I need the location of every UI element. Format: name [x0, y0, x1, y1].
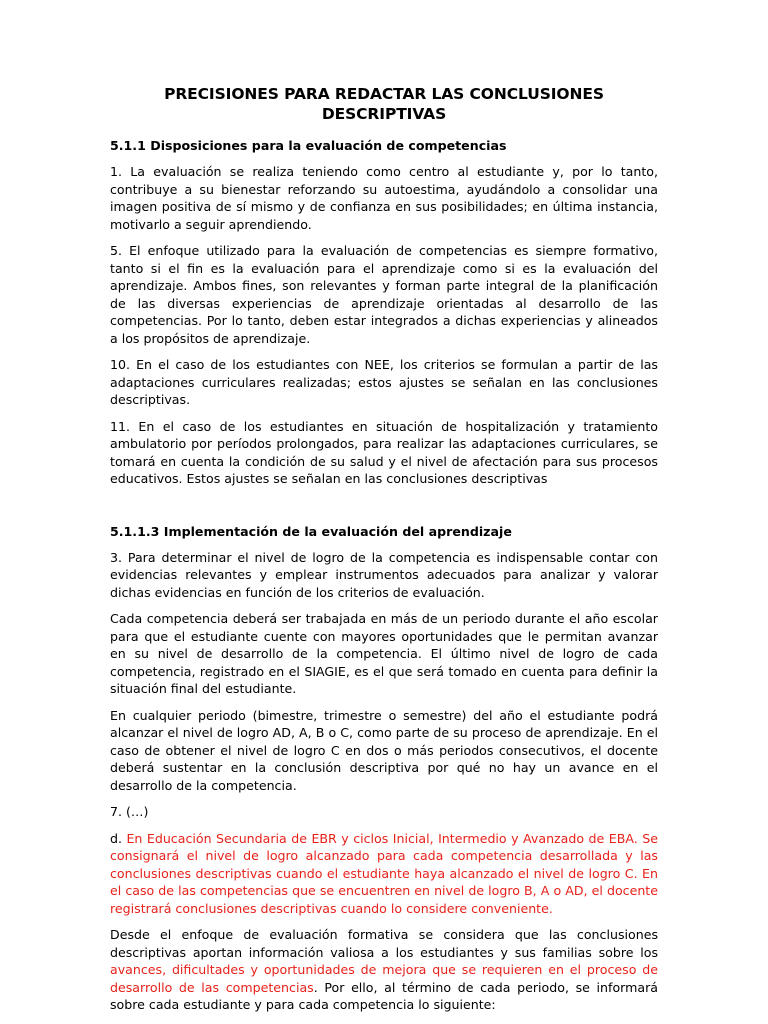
section-heading-disposiciones: 5.1.1 Disposiciones para la evaluación de competencias: [110, 138, 507, 153]
paragraph-enfoque-text-end: . Por ello, al término de cada periodo, se informará sobre cada estudiante y para cada competencia lo siguiente:: [110, 979, 659, 1012]
paragraph-3: 3. Para determinar el nivel de logro de la competencia es indispensable contar con evidencias relevantes y emplear instrumentos adecuados para analizar y valorar dichas evidencias en función de los criterios de evaluación.: [110, 549, 658, 600]
paragraph-11: 11. En el caso de los estudiantes en situación de hospitalización y tratamiento ambulatorio por períodos prolongados, para realizar las adaptaciones curriculares, se tomará en cuenta la condición de su salud y el nivel de afectación para sus procesos educativos. Estos ajustes se señalan en las conclusiones descriptivas: [110, 418, 658, 486]
paragraph-enfoque-formativo: [110, 926, 658, 1014]
paragraph-cualquier-periodo: En cualquier periodo (bimestre, trimestre o semestre) del año el estudiante podrá alcanzar el nivel de logro AD, A, B o C, como parte de su proceso de aprendizaje. En el caso de obtener el nivel de logro C en dos o más periodos consecutivos, el docente deberá sustentar en la conclusión descriptiva por qué no hay un avance en el desarrollo de la competencia.: [110, 707, 658, 793]
section-heading-implementacion: 5.1.1.3 Implementación de la evaluación del aprendizaje: [110, 523, 512, 539]
paragraph-d-prefix: d.: [110, 830, 127, 846]
section-spacer: [110, 497, 658, 523]
document-title: PRECISIONES PARA REDACTAR LAS CONCLUSIONES DESCRIPTIVAS: [164, 85, 604, 123]
paragraph-7: 7. (…): [110, 804, 149, 819]
document-page: [110, 84, 658, 1023]
paragraph-10: 10. En el caso de los estudiantes con NEE, los criterios se formulan a partir de las adaptaciones curriculares realizadas; estos ajustes se señalan en las conclusiones descriptivas.: [110, 357, 658, 407]
paragraph-d: [110, 830, 658, 918]
paragraph-enfoque-text-start: Desde el enfoque de evaluación formativa se considera que las conclusiones descriptivas aportan información valiosa a los estudiantes y sus familias sobre los: [110, 927, 658, 960]
paragraph-enfoque-highlight: avances, dificultades y oportunidades de mejora que se requieren en el proceso de desarrollo de las competencias: [110, 962, 658, 995]
paragraph-d-highlight: En Educación Secundaria de EBR y ciclos Inicial, Intermedio y Avanzado de EBA. Se consignará el nivel de logro alcanzado para cada competencia desarrollada y las conclusiones descriptivas cuando el estudiante haya alcanzado el nivel de logro C. En el caso de las competencias que se encuentren en nivel de logro B, A o AD, el docente registrará conclusiones descriptivas cuando lo considere conveniente.: [110, 830, 658, 916]
paragraph-5: 5. El enfoque utilizado para la evaluación de competencias es siempre formativo, tanto si el fin es la evaluación para el aprendizaje como si es la evaluación del aprendizaje. Ambos fines, son relevantes y forman parte integral de la planificación de las diversas experiencias de aprendizaje orientadas al desarrollo de las competencias. Por lo tanto, deben estar integrados a dichas experiencias y alineados a los propósitos de aprendizaje.: [110, 243, 658, 346]
paragraph-1: 1. La evaluación se realiza teniendo como centro al estudiante y, por lo tanto, contribuye a su bienestar reforzando su autoestima, ayudándolo a consolidar una imagen positiva de sí mismo y de confianza en sus posibilidades; en última instancia, motivarlo a seguir aprendiendo.: [110, 164, 658, 232]
paragraph-cada-competencia: Cada competencia deberá ser trabajada en más de un periodo durante el año escolar para que el estudiante cuente con mayores oportunidades que le permitan avanzar en su nivel de desarrollo de la competencia. El último nivel de logro de cada competencia, registrado en el SIAGIE, es el que será tomado en cuenta para definir la situación final del estudiante.: [110, 611, 658, 696]
